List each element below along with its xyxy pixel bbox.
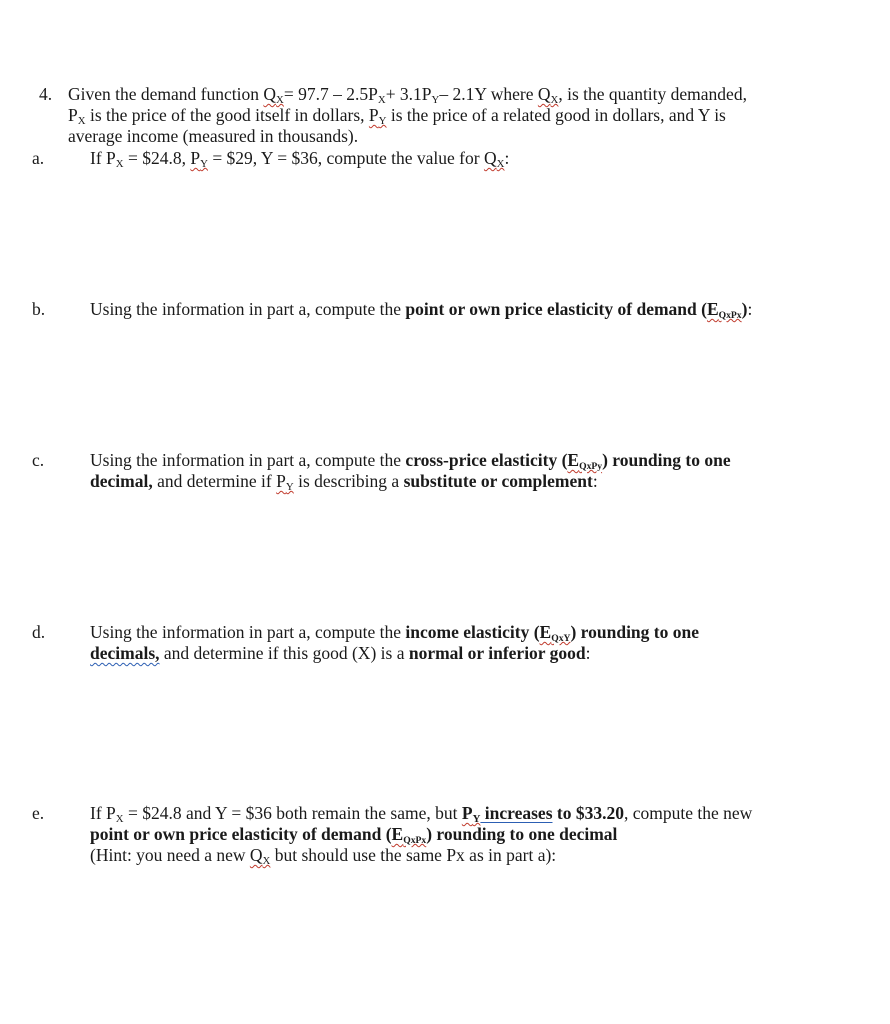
part-d-marker: d. [32,622,46,642]
question-number: 4. [39,84,53,104]
part-a-text: If $P_X$ = $24.8, $P_Y$ = $29, Y = $36, compute the value for $Q_X$: [90,148,510,171]
question-intro-line-3: average income (measured in thousands). [68,126,359,146]
part-d-text-line-1: Using the information in part a, compute the income elasticity $(E_{QxY})$ rounding to one [90,622,699,644]
part-c-text-line-1: Using the information in part a, compute the cross-price elasticity $(E_{QxPy})$ rounding to one [90,450,731,472]
qx-symbol: $Q_X$ [263,84,284,107]
part-e-text-line-2: point or own price elasticity of demand $(E_{QxPx})$ rounding to one decimal [90,824,618,846]
part-c-text-line-2: decimal, and determine if $P_Y$ is describing a substitute or complement: [90,471,598,494]
part-d-text-line-2: decimals, and determine if this good (X) is a normal or inferior good: [90,643,591,663]
part-b-text: Using the information in part a, compute the point or own price elasticity of demand $(E_{QxPx})$: [90,299,753,321]
part-e-text-line-1: If $P_X$ = $24.8 and Y = $36 both remain the same, but $P_Y$ increases to $33.20, compute the new [90,803,753,826]
part-c-marker: c. [32,450,45,470]
part-e-text-line-3: (Hint: you need a new $Q_X$ but should use the same Px as in part a): [90,845,557,868]
part-e-marker: e. [32,803,45,823]
part-b-marker: b. [32,299,46,319]
question-intro-line-2: $P_X$ is the price of the good itself in dollars, $P_Y$ is the price of a related good in dollars, and Y is [68,105,726,128]
py-symbol: $P_Y$ [368,105,387,128]
question-intro-line-1: Given the demand function $Q_X= 97.7 - 2.5P_X+ 3.1P_Y-$ 2.1Y where $Q_X$, is the quantity demanded, [68,84,747,107]
part-a-marker: a. [32,148,45,168]
